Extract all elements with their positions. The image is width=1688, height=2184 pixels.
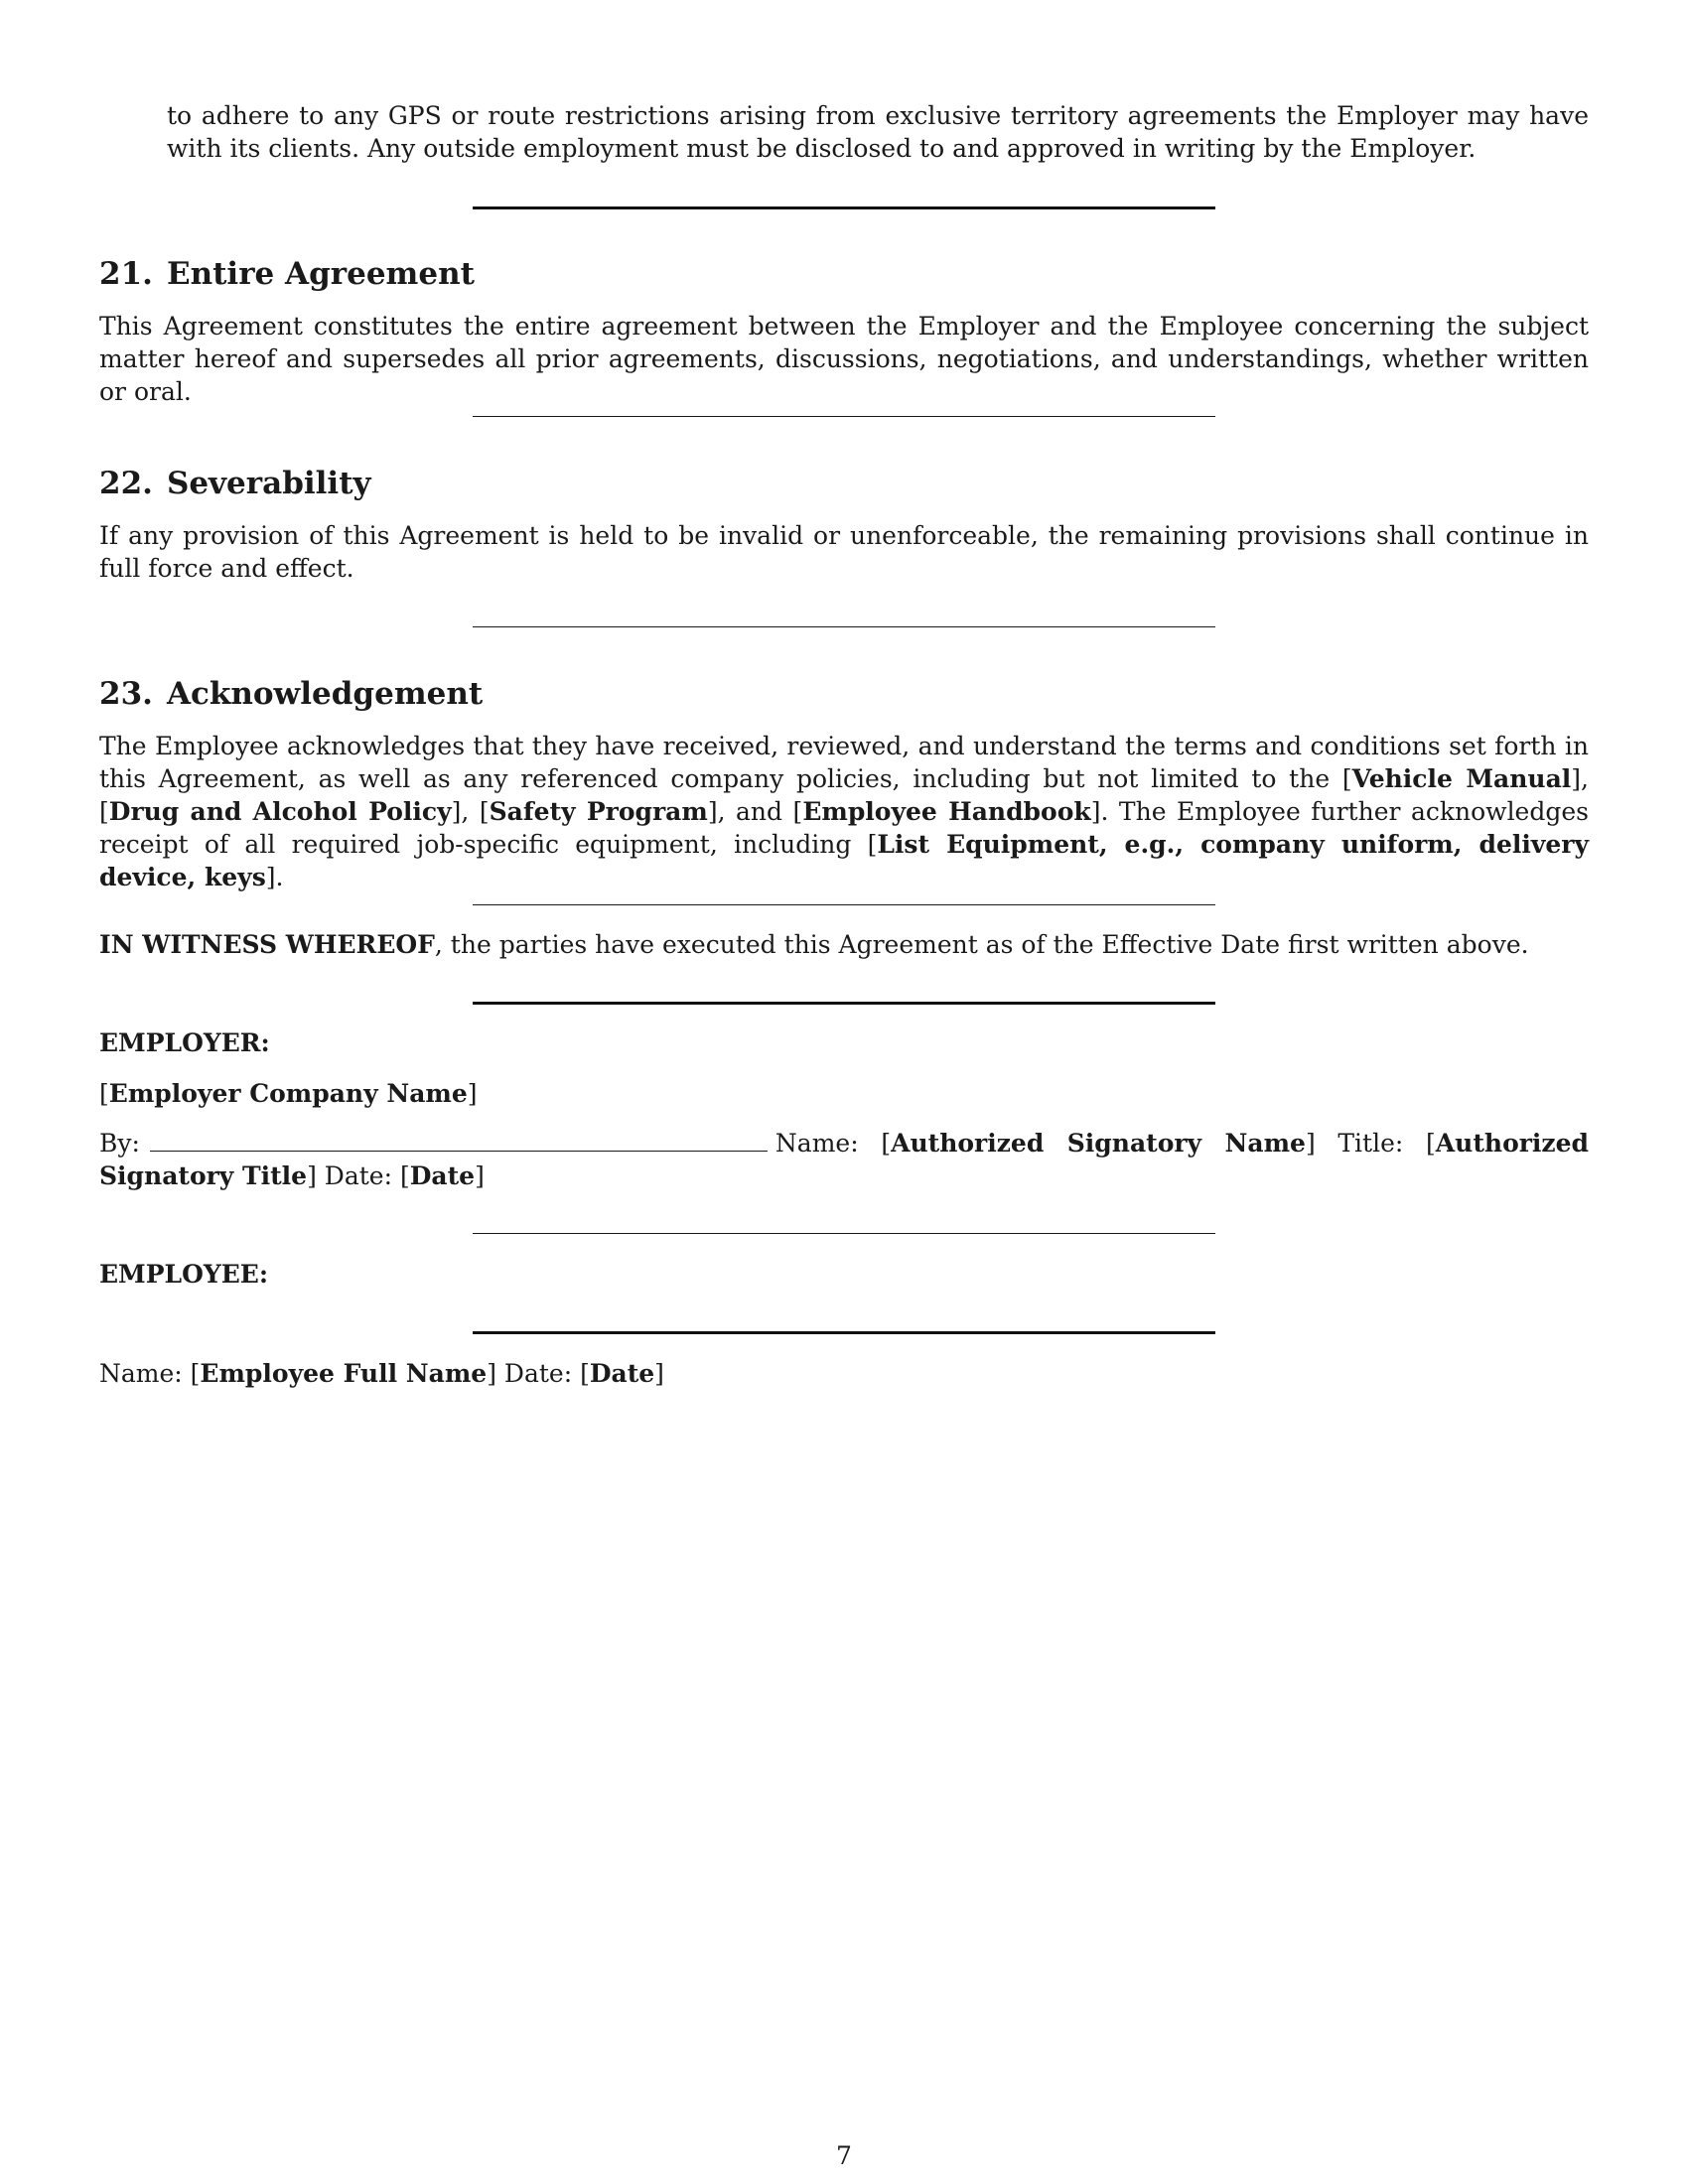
section-divider <box>473 626 1215 627</box>
ack-text: ], [ <box>99 764 1589 826</box>
page-number: 7 <box>836 2141 852 2170</box>
employer-label: EMPLOYER: <box>99 1028 270 1057</box>
section-number: 22. <box>99 466 153 501</box>
section-number: 23. <box>99 676 153 712</box>
ack-text: The Employee acknowledges that they have received, reviewed, and understand the terms and conditions set forth in this Agreement, as well as any referenced company policies, including but not limited to the [ <box>99 732 1589 793</box>
bracket: ] <box>475 1161 485 1190</box>
employer-company-placeholder: Employer Company Name <box>108 1079 468 1108</box>
section-title: Entire Agreement <box>166 256 475 292</box>
ack-text: ]. The Employee further acknowledges receipt of all required job-specific equipment, including [ <box>99 797 1589 859</box>
ack-text: ], and [ <box>707 797 803 826</box>
section-divider <box>473 1233 1215 1234</box>
continuation-paragraph: to adhere to any GPS or route restrictions arising from exclusive territory agreements the Employer may have with its clients. Any outside employment must be disclosed to and approved in writing by the Employer. <box>167 101 1589 163</box>
bracket: ] <box>654 1359 664 1388</box>
section-title: Severability <box>166 466 371 501</box>
section-divider <box>473 904 1215 905</box>
employee-date-placeholder: Date <box>589 1359 655 1388</box>
witness-statement <box>99 928 1589 961</box>
ack-text: ], [ <box>451 797 490 826</box>
severability-paragraph: If any provision of this Agreement is held to be invalid or unenforceable, the remaining provisions shall continue in full force and effect. <box>99 521 1589 583</box>
section-title: Acknowledgement <box>166 676 484 712</box>
acknowledgement-paragraph <box>99 730 1589 893</box>
employee-handbook-placeholder: Employee Handbook <box>802 797 1091 826</box>
name-label: Name: [ <box>774 1129 892 1158</box>
employee-signature-line[interactable] <box>473 1331 1215 1334</box>
name-label: Name: [ <box>99 1359 201 1388</box>
ack-text: ]. <box>265 863 284 891</box>
section-divider <box>473 1002 1215 1005</box>
employee-name-line <box>99 1357 1589 1390</box>
employer-signature-line[interactable] <box>150 1129 768 1152</box>
bracket: [ <box>99 1079 109 1108</box>
employer-company-line <box>99 1077 1589 1110</box>
section-divider <box>473 206 1215 209</box>
section-heading-entire-agreement <box>99 254 475 294</box>
witness-text: , the parties have executed this Agreement as of the Effective Date first written above. <box>434 930 1529 959</box>
section-divider <box>473 416 1215 417</box>
vehicle-manual-placeholder: Vehicle Manual <box>1351 764 1572 793</box>
date-label: ] Date: [ <box>487 1359 590 1388</box>
safety-program-placeholder: Safety Program <box>489 797 708 826</box>
entire-agreement-paragraph: This Agreement constitutes the entire agreement between the Employer and the Employee concerning the subject matter hereof and supersedes all prior agreements, discussions, negotiations, and understandings, whether written or oral. <box>99 312 1589 406</box>
title-label: ] Title: [ <box>1305 1129 1436 1158</box>
section-heading-acknowledgement <box>99 674 483 714</box>
drug-policy-placeholder: Drug and Alcohol Policy <box>108 797 452 826</box>
by-label: By: <box>99 1129 140 1158</box>
signatory-title-placeholder: Authorized Signatory Title <box>99 1129 1589 1190</box>
section-number: 21. <box>99 256 153 292</box>
employer-date-placeholder: Date <box>409 1161 476 1190</box>
bracket: ] <box>467 1079 478 1108</box>
witness-lead: IN WITNESS WHEREOF <box>99 930 435 959</box>
employer-signature-block <box>99 1127 1589 1192</box>
signatory-name-placeholder: Authorized Signatory Name <box>891 1129 1306 1158</box>
employee-label: EMPLOYEE: <box>99 1260 269 1289</box>
equipment-placeholder: List Equipment, e.g., company uniform, delivery device, keys <box>99 830 1589 891</box>
employee-name-placeholder: Employee Full Name <box>200 1359 488 1388</box>
date-label: ] Date: [ <box>307 1161 410 1190</box>
section-heading-severability <box>99 464 371 503</box>
